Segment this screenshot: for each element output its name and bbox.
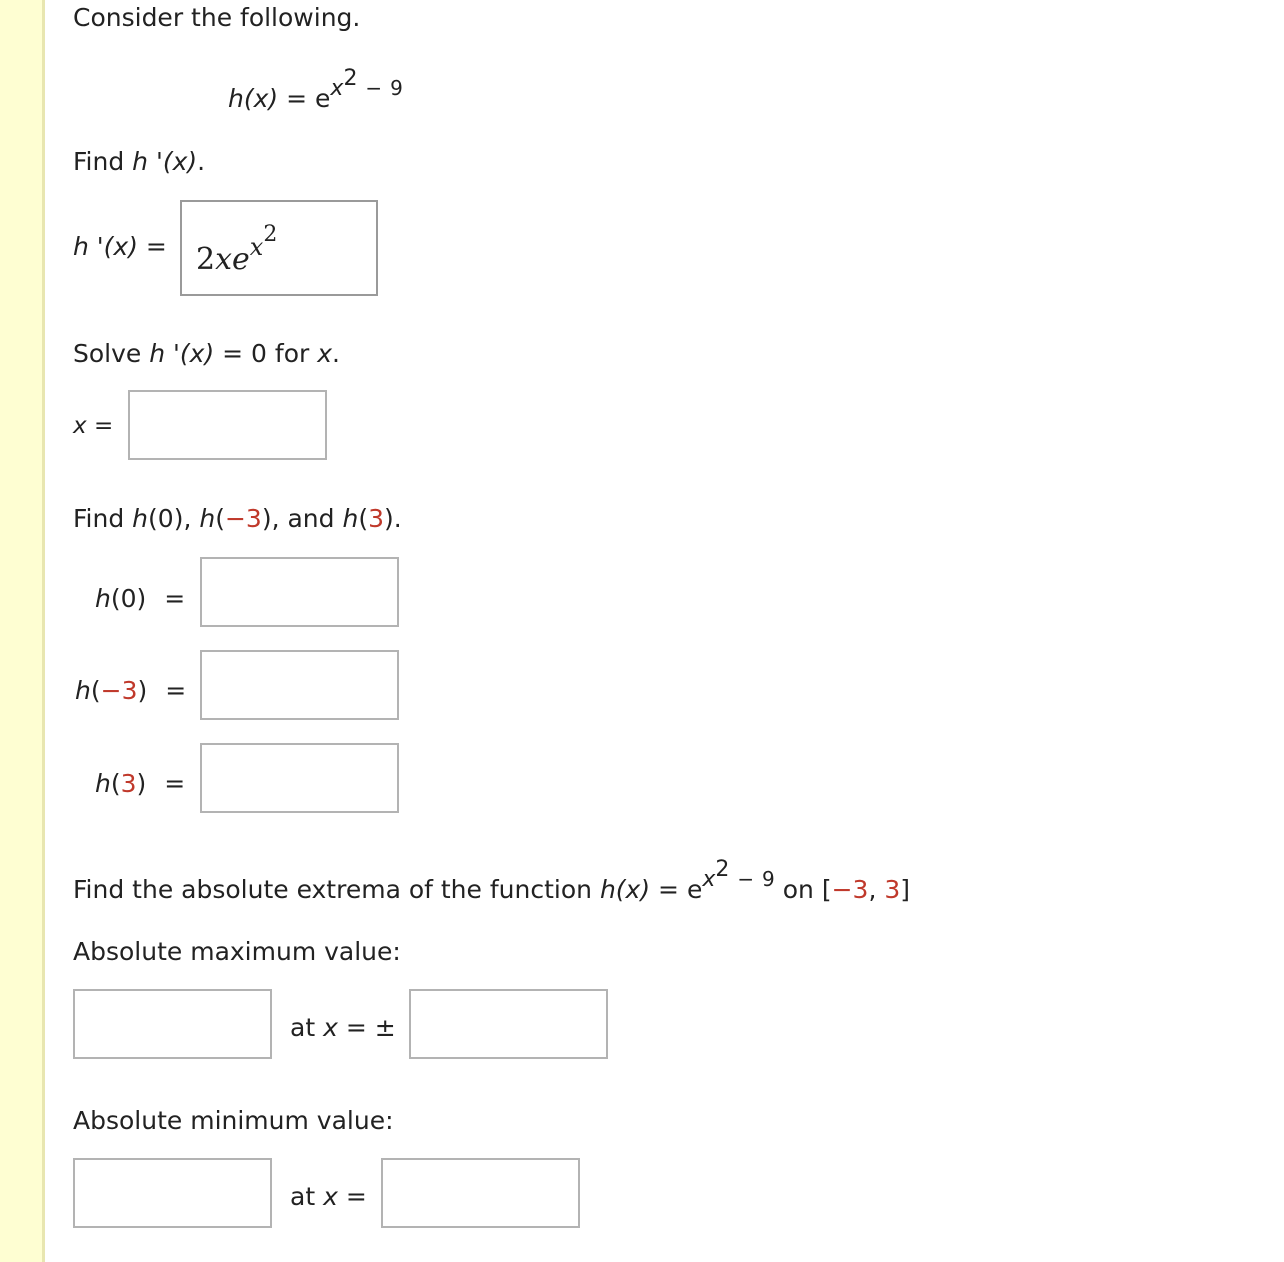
h3-label: h(3) = — [95, 769, 186, 798]
solve-prompt: Solve h '(x) = 0 for x. — [73, 339, 340, 368]
solve-label: x = — [73, 413, 114, 439]
abs-min-at-label: at x = — [290, 1182, 367, 1211]
extrema-prompt: Find the absolute extrema of the function h(x) = ex2 − $^9$ on [−3, 3] — [73, 857, 911, 904]
h-neg3-input[interactable] — [200, 650, 399, 720]
function-constant: 9 — [390, 76, 403, 100]
abs-max-at-label: at x = ± — [290, 1013, 396, 1042]
intro-text: Consider the following. — [73, 3, 361, 32]
derivative-prompt: Find h '(x). — [73, 147, 206, 176]
function-eq: = — [286, 84, 308, 113]
abs-max-label: Absolute maximum value: — [73, 937, 401, 966]
derivative-answer-box[interactable] — [180, 200, 378, 296]
abs-min-x-input[interactable] — [381, 1158, 580, 1228]
function-minus: − — [365, 76, 383, 100]
h0-label: h(0) = — [95, 584, 186, 613]
function-exponent: x2 — [330, 66, 358, 101]
h3-input[interactable] — [200, 743, 399, 813]
function-lhs: h(x) — [228, 84, 279, 113]
abs-max-value-input[interactable] — [73, 989, 272, 1059]
function-base: e — [315, 84, 331, 113]
evaluate-prompt: Find h(0), h(−3), and h(3). — [73, 504, 402, 533]
derivative-label: h '(x) = — [73, 232, 167, 261]
h0-input[interactable] — [200, 557, 399, 627]
abs-min-label: Absolute minimum value: — [73, 1106, 394, 1135]
abs-min-value-input[interactable] — [73, 1158, 272, 1228]
function-display — [228, 66, 403, 113]
h-neg3-label: h(−3) = — [75, 676, 187, 705]
abs-max-x-input[interactable] — [409, 989, 608, 1059]
derivative-answer: $2xe^{x2}$ — [196, 222, 278, 277]
critical-point-input[interactable] — [128, 390, 327, 460]
left-margin-bar — [0, 0, 45, 1262]
